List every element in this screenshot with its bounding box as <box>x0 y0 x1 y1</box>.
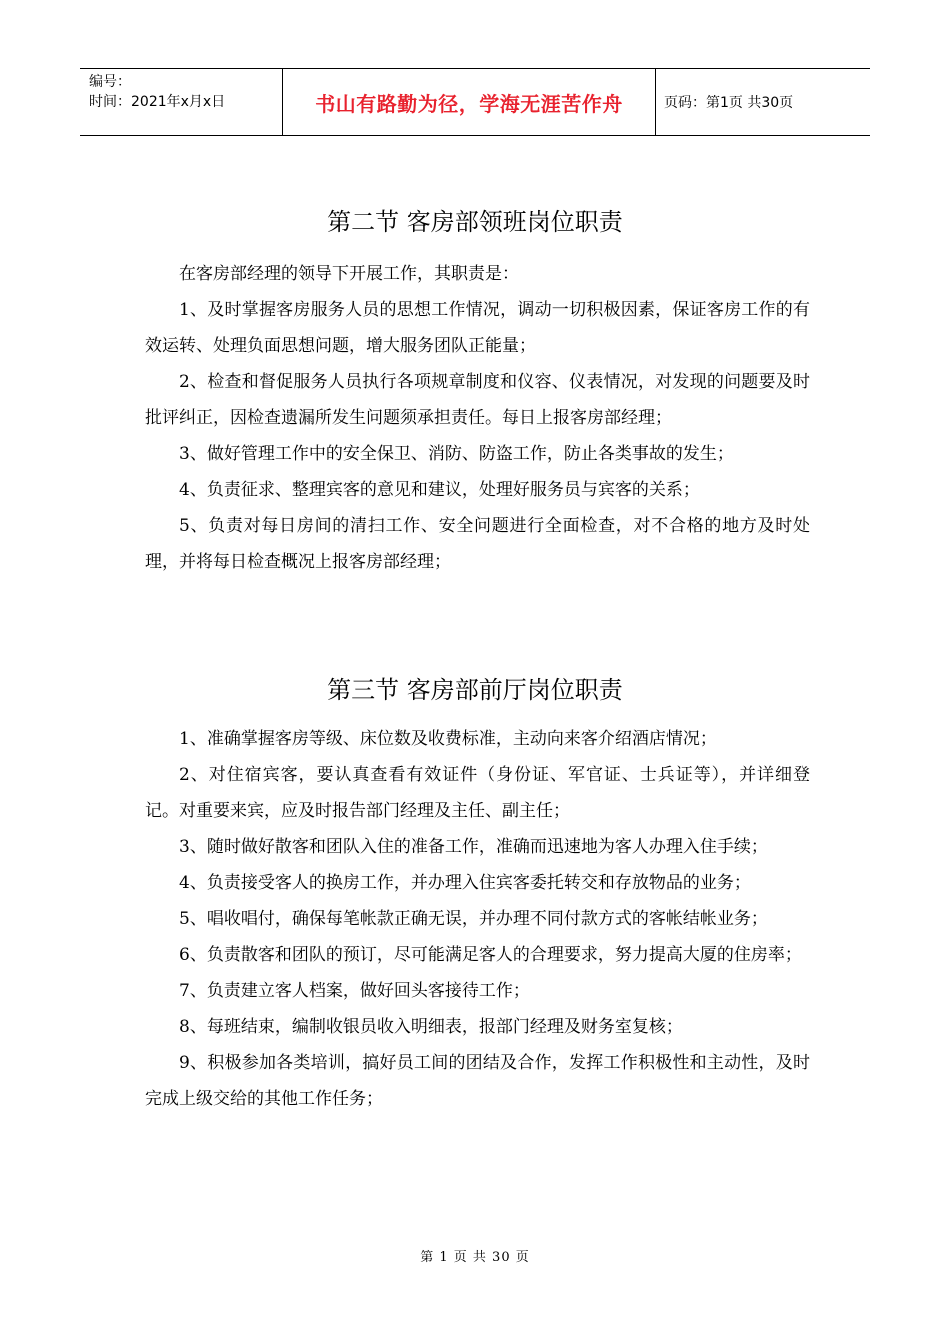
paragraph: 2、检查和督促服务人员执行各项规章制度和仪容、仪表情况，对发现的问题要及时批评纠正，因检查遗漏所发生问题须承担责任。每日上报客房部经理； <box>145 372 810 428</box>
paragraph: 7、负责建立客人档案，做好回头客接待工作； <box>179 981 530 1001</box>
paragraph: 9、积极参加各类培训，搞好员工间的团结及合作，发挥工作积极性和主动性，及时完成上级交给的其他工作任务； <box>145 1053 810 1109</box>
paragraph: 5、唱收唱付，确保每笔帐款正确无误，并办理不同付款方式的客帐结帐业务； <box>179 909 768 929</box>
header-motto: 书山有路勤为径，学海无涯苦作舟 <box>283 69 656 135</box>
paragraph: 1、准确掌握客房等级、床位数及收费标准，主动向来客介绍酒店情况； <box>179 729 717 749</box>
header-meta-cell <box>80 69 283 135</box>
paragraph: 2、对住宿宾客，要认真查看有效证件（身份证、军官证、士兵证等），并详细登记。对重要来宾，应及时报告部门经理及主任、副主任； <box>145 765 810 821</box>
paragraph: 在客房部经理的领导下开展工作，其职责是： <box>179 264 519 284</box>
paragraph: 4、负责征求、整理宾客的意见和建议，处理好服务员与宾客的关系； <box>179 480 700 500</box>
paragraph: 4、负责接受客人的换房工作，并办理入住宾客委托转交和存放物品的业务； <box>179 873 751 893</box>
paragraph: 3、随时做好散客和团队入住的准备工作，准确而迅速地为客人办理入住手续； <box>179 837 768 857</box>
paragraph: 5、负责对每日房间的清扫工作、安全问题进行全面检查，对不合格的地方及时处理，并将每日检查概况上报客房部经理； <box>145 516 810 572</box>
section-2-title: 第二节 客房部领班岗位职责 <box>327 208 623 236</box>
document-number-label: 编号： <box>89 74 131 90</box>
paragraph: 1、及时掌握客房服务人员的思想工作情况，调动一切积极因素，保证客房工作的有效运转、处理负面思想问题，增大服务团队正能量； <box>145 300 810 356</box>
paragraph: 8、每班结束，编制收银员收入明细表，报部门经理及财务室复核； <box>179 1017 683 1037</box>
section-3-body <box>145 721 810 1117</box>
document-date-label: 时间：2021年x月x日 <box>89 94 226 110</box>
paragraph: 6、负责散客和团队的预订，尽可能满足客人的合理要求，努力提高大厦的住房率； <box>179 945 802 965</box>
paragraph: 3、做好管理工作中的安全保卫、消防、防盗工作，防止各类事故的发生； <box>179 444 734 464</box>
header-page-info: 页码：第1页 共30页 <box>664 95 794 111</box>
section-2-body <box>145 256 810 580</box>
section-3-title: 第三节 客房部前厅岗位职责 <box>327 676 623 704</box>
document-header <box>80 68 870 136</box>
page-footer: 第 1 页 共 30 页 <box>420 1250 530 1265</box>
